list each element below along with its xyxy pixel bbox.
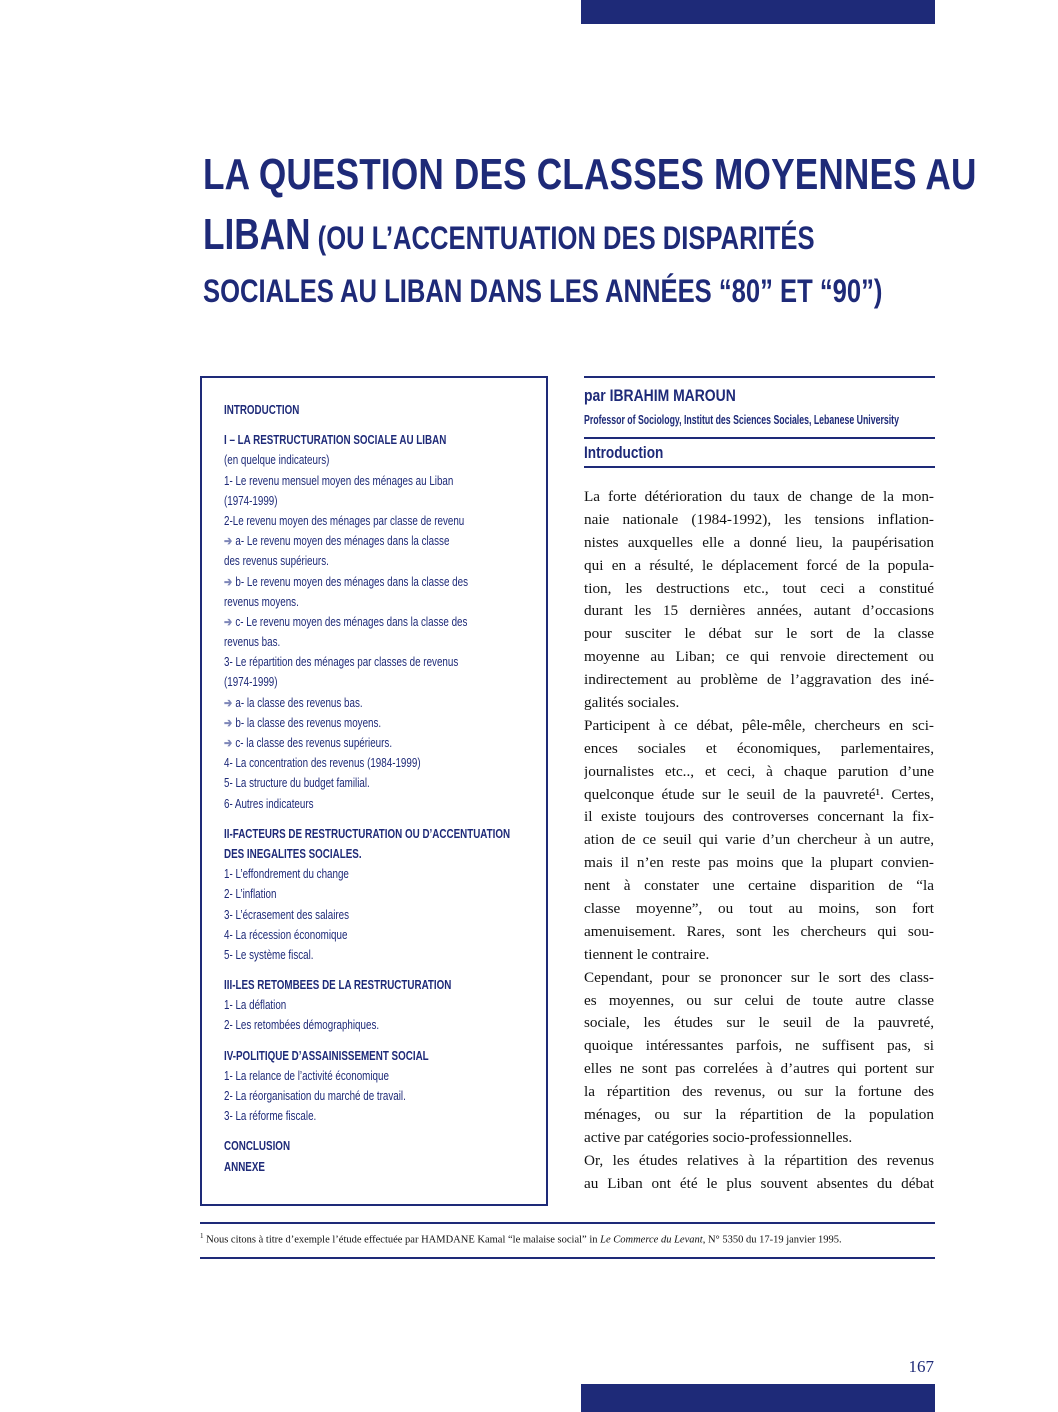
body-line: la répartition des revenus, ou sur la fortune des — [584, 1083, 934, 1101]
toc-item — [224, 652, 544, 672]
toc-item-text: 3- L’écrasement des salaires — [224, 907, 350, 922]
toc-item-text: III-LES RETOMBEES DE LA RESTRUCTURATION — [224, 978, 452, 993]
toc-item — [224, 693, 544, 713]
toc-item-text: 1- Le revenu mensuel moyen des ménages au Liban — [224, 473, 454, 488]
arrow-icon: ➔ — [224, 695, 233, 710]
toc-heading — [224, 430, 544, 450]
toc-item-text: revenus bas. — [224, 635, 281, 650]
body-line: nent à constater une certaine disparition de “la — [584, 877, 934, 895]
toc-item — [224, 884, 544, 904]
toc-heading — [224, 400, 544, 420]
author-affiliation: Professor of Sociology, Institut des Sciences Sociales, Lebanese University — [584, 413, 899, 427]
toc-item — [224, 945, 544, 965]
toc-heading — [224, 1157, 544, 1177]
footnote-top-rule — [200, 1222, 935, 1224]
body-line: classe moyenne”, ou tout au moins, son fort — [584, 900, 934, 918]
body-line: naie nationale (1984-1992), les tensions inflation- — [584, 510, 934, 528]
body-line: nistes auxquelles elle a donné lieu, la paupérisation — [584, 533, 934, 551]
toc-item-text: a- Le revenu moyen des ménages dans la classe — [235, 534, 450, 549]
toc-item-text: 2-Le revenu moyen des ménages par classe de revenu — [224, 513, 465, 528]
arrow-icon: ➔ — [224, 574, 233, 589]
toc-item — [224, 450, 544, 470]
footnote-marker: 1 — [200, 1232, 204, 1240]
toc-item-text: c- Le revenu moyen des ménages dans la classe des — [235, 614, 468, 629]
body-line: Cependant, pour se prononcer sur le sort des class- — [584, 968, 934, 986]
body-line: indirectement au problème de l’aggravation des iné- — [584, 671, 934, 689]
toc-item — [224, 531, 544, 551]
author-top-rule — [584, 376, 935, 378]
toc-item — [224, 713, 544, 733]
toc-item — [224, 572, 544, 592]
body-line: La forte détérioration du taux de change de la mon- — [584, 488, 934, 505]
toc-item-text: INTRODUCTION — [224, 403, 300, 417]
body-line: au Liban ont été le plus souvent absentes du débat — [584, 1174, 934, 1192]
body-line: quoique intéressantes parfois, ne suffisent pas, si — [584, 1037, 934, 1055]
toc-item-text: DES INEGALITES SOCIALES. — [224, 846, 362, 861]
body-line: il existe toujours des controverses concernant la fix- — [584, 808, 934, 826]
toc-heading — [224, 1046, 544, 1066]
toc-item-text: 2- Les retombées démographiques. — [224, 1018, 380, 1033]
toc-item — [224, 864, 544, 884]
toc-item-text: 6- Autres indicateurs — [224, 796, 314, 811]
toc-item — [224, 491, 544, 511]
toc-item-text: 4- La concentration des revenus (1984-1999) — [224, 756, 421, 771]
toc-heading — [224, 975, 544, 995]
toc-item — [224, 905, 544, 925]
title-line-2-sub: (OU L’ACCENTUATION DES DISPARITÉS — [310, 220, 815, 256]
toc-item — [224, 592, 544, 612]
toc-item — [224, 733, 544, 753]
top-accent-bar — [581, 0, 935, 24]
arrow-icon: ➔ — [224, 736, 233, 750]
table-of-contents — [200, 376, 548, 1206]
toc-heading — [224, 1136, 544, 1156]
toc-item — [224, 1106, 544, 1126]
toc-item-text: 1- La relance de l’activité économique — [224, 1068, 389, 1083]
body-line: tion, les destructions etc., tout ceci a constitué — [584, 579, 934, 597]
toc-item-text: c- la classe des revenus supérieurs. — [235, 736, 393, 750]
toc-gap — [224, 965, 544, 975]
author-name: par IBRAHIM MAROUN — [584, 386, 736, 405]
body-line: moyenne au Liban; ce qui renvoie directement ou — [584, 648, 934, 666]
body-line: pour susciter le débat sur le sort de la classe — [584, 625, 934, 643]
toc-item-text: revenus moyens. — [224, 594, 299, 609]
toc-item — [224, 995, 544, 1015]
title-line-2-main: LIBAN — [203, 210, 311, 259]
footnote — [200, 1232, 842, 1246]
toc-heading — [224, 824, 544, 844]
title-line-1: LA QUESTION DES CLASSES MOYENNES AU — [203, 150, 977, 199]
body-line: mais il n’en reste pas moins que la plupart convien- — [584, 854, 934, 872]
page-number: 167 — [908, 1357, 934, 1376]
toc-item-text: 3- La réforme fiscale. — [224, 1109, 317, 1124]
footnote-text: Nous citons à titre d’exemple l’étude effectuée par HAMDANE Kamal “le malaise social” in — [206, 1234, 601, 1246]
toc-item-text: IV-POLITIQUE D’ASSAINISSEMENT SOCIAL — [224, 1048, 429, 1063]
toc-item-text: a- la classe des revenus bas. — [235, 695, 363, 710]
body-line: elles ne sont pas correlées à d’autres qui portent sur — [584, 1060, 934, 1078]
body-line: tiennent le contraire. — [584, 945, 710, 963]
body-line: durant les 15 dernières années, autant d’occasions — [584, 602, 934, 620]
toc-item — [224, 551, 544, 571]
body-line: active par catégories socio-professionnelles. — [584, 1128, 853, 1146]
toc-item-text: (1974-1999) — [224, 493, 278, 508]
body-line: es moyennes, ou sur celui de toute autre classe — [584, 991, 934, 1009]
body-line: journalistes etc.., et ceci, à chaque parution d’une — [584, 762, 934, 780]
title-line-3: SOCIALES AU LIBAN DANS LES ANNÉES “80” ET “90”) — [203, 273, 883, 309]
toc-item-text: b- la classe des revenus moyens. — [235, 715, 382, 730]
toc-item-text: b- Le revenu moyen des ménages dans la classe des — [235, 574, 468, 589]
body-text — [584, 486, 934, 1196]
toc-item-text: (1974-1999) — [224, 675, 278, 690]
body-line: qui en a résulté, le déplacement forcé de la popula- — [584, 556, 934, 574]
toc-item-text: 5- Le système fiscal. — [224, 947, 314, 962]
toc-item — [224, 1066, 544, 1086]
toc-item — [224, 1086, 544, 1106]
toc-item-text: 2- La réorganisation du marché de travail. — [224, 1089, 406, 1103]
section-top-rule — [584, 437, 935, 439]
toc-gap — [224, 1036, 544, 1046]
toc-item-text: I – LA RESTRUCTURATION SOCIALE AU LIBAN — [224, 433, 447, 448]
body-line: ménages, ou sur la répartition de la population — [584, 1106, 934, 1124]
toc-item-text: des revenus supérieurs. — [224, 554, 329, 569]
toc-item — [224, 612, 544, 632]
bottom-accent-bar — [581, 1384, 935, 1412]
toc-item-text: 1- L’effondrement du change — [224, 867, 349, 882]
toc-item — [224, 1015, 544, 1035]
footnote-journal: Le Commerce du Levant — [600, 1234, 703, 1246]
toc-item-text: CONCLUSION — [224, 1139, 291, 1154]
toc-item — [224, 753, 544, 773]
arrow-icon: ➔ — [224, 534, 233, 549]
toc-item — [224, 672, 544, 692]
toc-item-text: 5- La structure du budget familial. — [224, 776, 370, 791]
body-line: ation de ce seuil qui varie d’un chercheur à un autre, — [584, 831, 934, 849]
toc-heading — [224, 844, 544, 864]
toc-item-text: II-FACTEURS DE RESTRUCTURATION OU D’ACCENTUATION — [224, 826, 511, 841]
body-line: galités sociales. — [584, 694, 680, 712]
toc-item — [224, 471, 544, 491]
toc-gap — [224, 420, 544, 430]
footnote-rest: , N° 5350 du 17-19 janvier 1995. — [702, 1234, 842, 1246]
section-bottom-rule — [584, 466, 935, 468]
toc-item-text: 2- L’inflation — [224, 887, 277, 902]
arrow-icon: ➔ — [224, 614, 233, 629]
toc-item-text: 1- La déflation — [224, 998, 287, 1013]
toc-gap — [224, 1126, 544, 1136]
body-line: quelconque étude sur le seuil de la pauvreté¹. Certes, — [584, 785, 934, 803]
toc-item — [224, 511, 544, 531]
toc-item — [224, 773, 544, 793]
toc-list — [224, 400, 544, 1177]
article-title — [203, 145, 977, 321]
body-line: Participent à ce débat, pêle-mêle, chercheurs en sci- — [584, 716, 934, 734]
body-line: ences sociales et économiques, parlementaires, — [584, 739, 934, 757]
body-line: Or, les études relatives à la répartition des revenus — [584, 1151, 934, 1169]
section-heading: Introduction — [584, 443, 664, 462]
toc-item-text: ANNEXE — [224, 1159, 265, 1174]
toc-item-text: 4- La récession économique — [224, 927, 348, 942]
body-line: amenuisement. Rares, sont les chercheurs qui sou- — [584, 922, 934, 940]
footnote-bottom-rule — [200, 1257, 935, 1259]
toc-item — [224, 925, 544, 945]
arrow-icon: ➔ — [224, 715, 233, 730]
toc-gap — [224, 814, 544, 824]
toc-item — [224, 794, 544, 814]
body-line: sociale, les études sur le seuil de la pauvreté, — [584, 1014, 934, 1032]
toc-item — [224, 632, 544, 652]
toc-item-text: 3- Le répartition des ménages par classes de revenus — [224, 655, 459, 670]
toc-item-text: (en quelque indicateurs) — [224, 453, 330, 468]
